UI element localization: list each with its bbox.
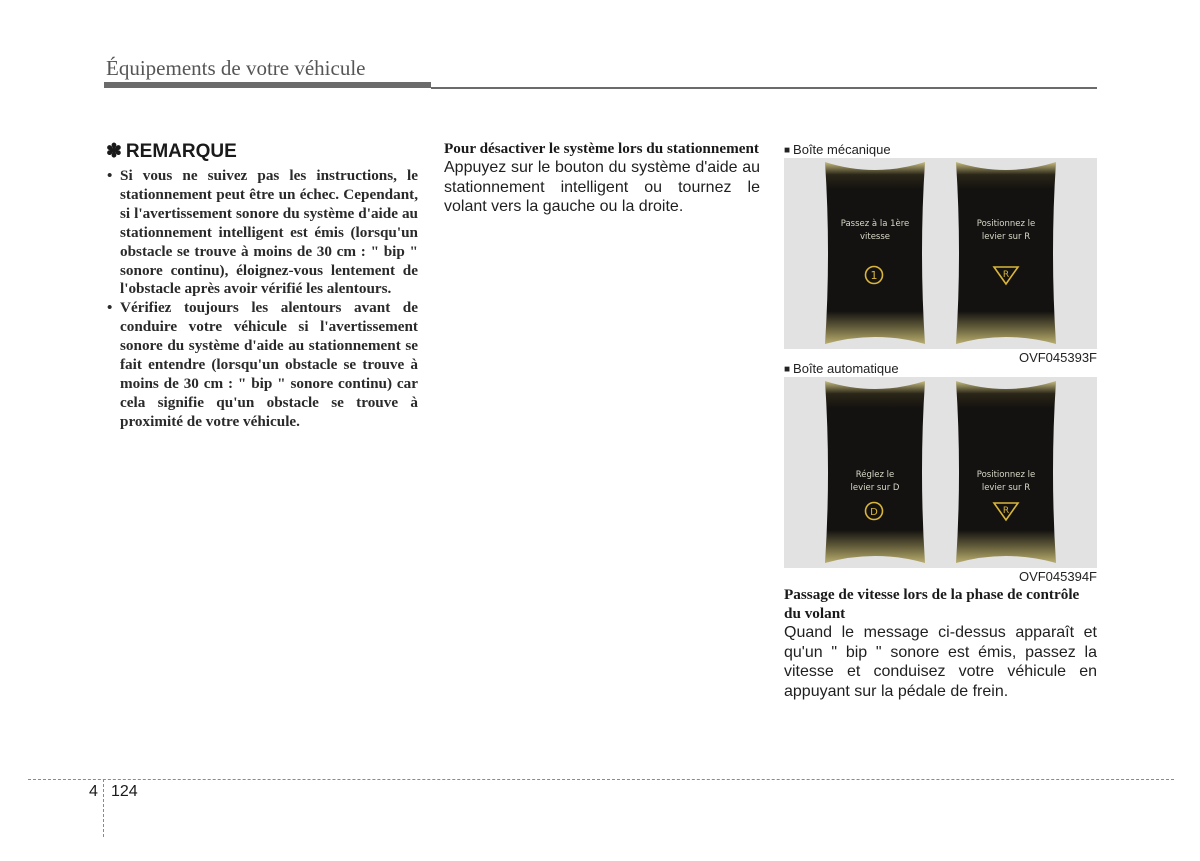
reverse-gear-icon xyxy=(992,500,1020,522)
gearshift-text: Quand le message ci-dessus apparaît et qu'un " bip " sonore est émis, passez la vitesse et conduisez votre véhicule en appuyant sur la pédale de frein. xyxy=(784,624,1097,700)
gear-1-icon xyxy=(863,264,885,286)
figure-image xyxy=(784,158,1097,349)
cluster-display xyxy=(819,379,931,565)
page-number: 124 xyxy=(111,783,138,800)
cluster-display xyxy=(950,160,1062,346)
deactivate-section xyxy=(444,139,760,217)
figure-code: OVF045394F xyxy=(1018,569,1097,584)
cluster-display xyxy=(950,379,1062,565)
deactivate-heading: Pour désactiver le système lors du stationnement xyxy=(444,140,759,157)
note-bullet: • Vérifiez toujours les alentours avant de conduire votre véhicule si l'avertissement sonore du système d'aide au stationnement se fait entendre (lorsqu'un obstacle se trouve à moins de 30 cm : " bip " sonore continu) car cela signifie qu'un obstacle se trouve à proximité de votre véhicule. xyxy=(104,299,418,431)
display-message: Passez à la 1ère vitesse xyxy=(840,219,910,242)
figure-image xyxy=(784,377,1097,568)
figure-caption: ■ Boîte automatique xyxy=(784,361,899,376)
footer-divider xyxy=(103,779,104,837)
footer-rule xyxy=(28,779,1174,780)
note-heading-text: REMARQUE xyxy=(125,141,237,162)
note-heading xyxy=(106,140,418,163)
note-star-icon: ✽ xyxy=(106,141,122,162)
figure-caption: ■ Boîte mécanique xyxy=(784,142,891,157)
display-message: Positionnez le levier sur R xyxy=(976,470,1036,493)
square-bullet-icon: ■ xyxy=(784,145,791,156)
header-rule-thin xyxy=(431,87,1097,89)
chapter-number: 4 xyxy=(89,783,98,800)
display-frame xyxy=(950,160,1062,346)
header-rule-thick xyxy=(104,82,431,88)
gearshift-heading: Passage de vitesse lors de la phase de contrôle du volant xyxy=(784,586,1080,622)
svg-text:1: 1 xyxy=(870,269,878,282)
gearshift-section xyxy=(784,585,1097,701)
svg-text:R: R xyxy=(1002,506,1010,516)
display-frame xyxy=(819,160,931,346)
display-message: Réglez le levier sur D xyxy=(850,470,900,493)
figure-automatic-gearbox xyxy=(784,360,1097,586)
svg-text:R: R xyxy=(1002,270,1010,280)
square-bullet-icon: ■ xyxy=(784,364,791,375)
note-section xyxy=(104,140,418,432)
page-header-title: Équipements de votre véhicule xyxy=(106,56,366,80)
figure-code: OVF045393F xyxy=(1018,350,1097,365)
note-list xyxy=(104,167,418,432)
deactivate-text: Appuyez sur le bouton du système d'aide au stationnement intelligent ou tournez le volant vers la gauche ou la droite. xyxy=(444,159,760,215)
reverse-gear-icon xyxy=(992,264,1020,286)
cluster-display xyxy=(819,160,931,346)
drive-gear-icon xyxy=(863,500,885,522)
note-bullet: • Si vous ne suivez pas les instructions, le stationnement peut être un échec. Cependant, si l'avertissement sonore du système d'aide au stationnement intelligent est émis (lorsqu'un obstacle se trouve à moins de 30 cm : " bip " sonore continu), éloignez-vous lentement de l'obstacle après avoir vérifié les alentours. xyxy=(104,167,418,299)
figure-manual-gearbox xyxy=(784,141,1097,367)
display-message: Positionnez le levier sur R xyxy=(976,219,1036,242)
svg-text:D: D xyxy=(870,507,878,518)
